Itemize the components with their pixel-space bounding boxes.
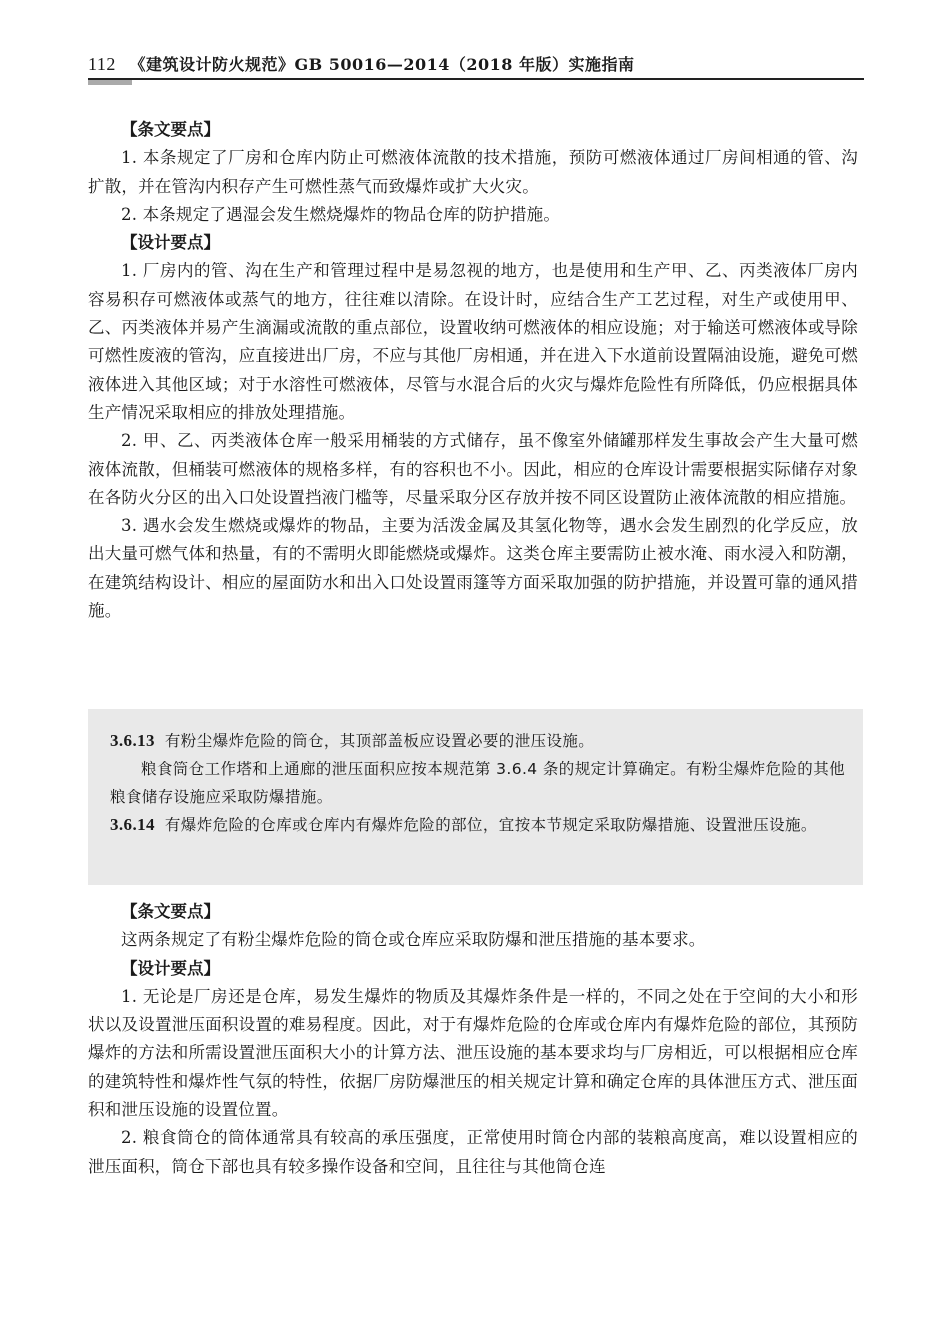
clause-text-continued: 粮食筒仓工作塔和上通廊的泄压面积应按本规范第 3.6.4 条的规定计算确定。有粉尘爆炸危险的其他粮食储存设施应采取防爆措施。: [110, 760, 845, 806]
clause-text: 有粉尘爆炸危险的筒仓，其顶部盖板应设置必要的泄压设施。: [164, 732, 595, 750]
clause-number: 3.6.13: [110, 731, 155, 750]
point-paragraph: 这两条规定了有粉尘爆炸危险的筒仓或仓库应采取防爆和泄压措施的基本要求。: [121, 930, 706, 950]
running-title: 《建筑设计防火规范》GB 50016—2014（2018 年版）实施指南: [129, 55, 635, 74]
heading-clause-points: 【条文要点】: [121, 902, 220, 921]
point-paragraph: 1. 本条规定了厂房和仓库内防止可燃液体流散的技术措施，预防可燃液体通过厂房间相通的管、沟扩散，并在管沟内积存产生可燃性蒸气而致爆炸或扩大火灾。: [88, 148, 858, 196]
header-rule: [88, 78, 864, 80]
design-paragraph: 2. 粮食筒仓的筒体通常具有较高的承压强度，正常使用时筒仓内部的装粮高度高，难以设置相应的泄压面积，筒仓下部也具有较多操作设备和空间，且往往与其他筒仓连: [88, 1128, 858, 1176]
clause-box: [88, 709, 863, 885]
design-paragraph: 1. 厂房内的管、沟在生产和管理过程中是易忽视的地方，也是使用和生产甲、乙、丙类液体厂房内容易积存可燃液体或蒸气的地方，往往难以清除。在设计时，应结合生产工艺过程，对生产或使用甲、乙、丙类液体并易产生滴漏或流散的重点部位，设置收纳可燃液体的相应设施；对于输送可燃液体或导除可燃性废液的管沟，应直接进出厂房，不应与其他厂房相通，并在进入下水道前设置隔油设施，避免可燃液体进入其他区域；对于水溶性可燃液体，尽管与水混合后的火灾与爆炸危险性有所降低，仍应根据具体生产情况采取相应的排放处理措施。: [88, 261, 858, 422]
header-tab-mark: [88, 80, 132, 85]
clause-3-6-14: [110, 811, 845, 839]
section-2: [88, 898, 858, 1181]
design-paragraph: 2. 甲、乙、丙类液体仓库一般采用桶装的方式储存，虽不像室外储罐那样发生事故会产生大量可燃液体流散，但桶装可燃液体的规格多样，有的容积也不小。因此，相应的仓库设计需要根据实际储存对象在各防火分区的出入口处设置挡液门槛等，尽量采取分区存放并按不同区设置防止液体流散的相应措施。: [88, 431, 858, 507]
heading-clause-points: 【条文要点】: [121, 120, 220, 139]
design-paragraph: 1. 无论是厂房还是仓库，易发生爆炸的物质及其爆炸条件是一样的，不同之处在于空间的大小和形状以及设置泄压面积设置的难易程度。因此，对于有爆炸危险的仓库或仓库内有爆炸危险的部位，其预防爆炸的方法和所需设置泄压面积大小的计算方法、泄压设施的基本要求均与厂房相近，可以根据相应仓库的建筑特性和爆炸性气氛的特性，依据厂房防爆泄压的相关规定计算和确定仓库的具体泄压方式、泄压面积和泄压设施的设置位置。: [88, 986, 858, 1120]
section-1: [88, 116, 858, 625]
point-paragraph: 2. 本条规定了遇湿会发生燃烧爆炸的物品仓库的防护措施。: [121, 204, 561, 224]
clause-number: 3.6.14: [110, 815, 155, 834]
design-paragraph: 3. 遇水会发生燃烧或爆炸的物品，主要为活泼金属及其氢化物等，遇水会发生剧烈的化学反应，放出大量可燃气体和热量，有的不需明火即能燃烧或爆炸。这类仓库主要需防止被水淹、雨水浸入和防潮，在建筑结构设计、相应的屋面防水和出入口处设置雨篷等方面采取加强的防护措施，并设置可靠的通风措施。: [88, 516, 858, 621]
heading-design-points: 【设计要点】: [121, 233, 220, 253]
page-header: [88, 52, 863, 77]
clause-3-6-13: [110, 727, 845, 755]
clause-text: 有爆炸危险的仓库或仓库内有爆炸危险的部位，宜按本节规定采取防爆措施、设置泄压设施。: [164, 816, 817, 834]
heading-design-points: 【设计要点】: [121, 958, 220, 978]
page-number: 112: [88, 54, 116, 74]
